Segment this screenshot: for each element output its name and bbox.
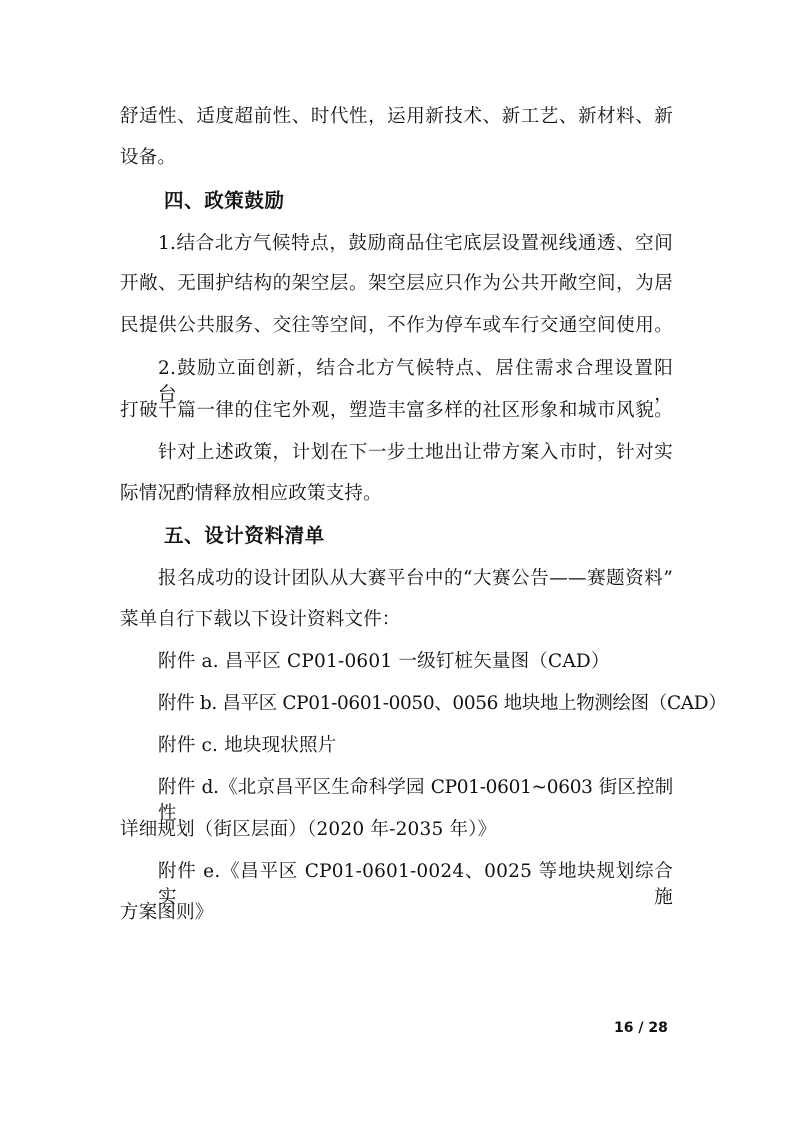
body-text-line: 针对上述政策，计划在下一步土地出让带方案入市时，针对实	[158, 442, 673, 463]
attachment-item: 附件 e.《昌平区 CP01-0601-0024、0025 等地块规划综合实施	[158, 861, 673, 908]
body-text-line: 1.结合北方气候特点，鼓励商品住宅底层设置视线通透、空间	[158, 233, 673, 254]
body-text-line: 舒适性、适度超前性、时代性，运用新技术、新工艺、新材料、新	[120, 106, 673, 127]
body-text-line: 打破千篇一律的住宅外观，塑造丰富多样的社区形象和城市风貌。	[120, 400, 673, 421]
body-text-line: 设备。	[120, 147, 177, 168]
body-text-line: 开敞、无围护结构的架空层。架空层应只作为公共开敞空间，为居	[120, 273, 673, 294]
attachment-item-continuation: 方案图则》	[120, 902, 214, 923]
body-text-line: 2.鼓励立面创新，结合北方气候特点、居住需求合理设置阳台，	[158, 358, 673, 405]
body-text-line: 民提供公共服务、交往等空间，不作为停车或车行交通空间使用。	[120, 315, 673, 336]
attachment-item: 附件 b. 昌平区 CP01-0601-0050、0056 地块地上物测绘图（CAD）	[158, 693, 727, 714]
page-number: 16 / 28	[614, 1020, 668, 1036]
body-text-line: 报名成功的设计团队从大赛平台中的“大赛公告——赛题资料”	[158, 568, 673, 589]
attachment-item: 附件 a. 昌平区 CP01-0601 一级钉桩矢量图（CAD）	[158, 651, 610, 672]
attachment-item: 附件 d.《北京昌平区生命科学园 CP01-0601~0603 街区控制性	[158, 777, 673, 824]
body-text-line: 际情况酌情释放相应政策支持。	[120, 483, 382, 504]
body-text-line: 菜单自行下载以下设计资料文件：	[120, 609, 401, 630]
section-heading-design-materials: 五、设计资料清单	[164, 524, 325, 547]
section-heading-policy: 四、政策鼓励	[164, 189, 285, 212]
attachment-item-continuation: 详细规划（街区层面）（2020 年-2035 年）》	[120, 819, 497, 840]
attachment-item: 附件 c. 地块现状照片	[158, 735, 337, 756]
